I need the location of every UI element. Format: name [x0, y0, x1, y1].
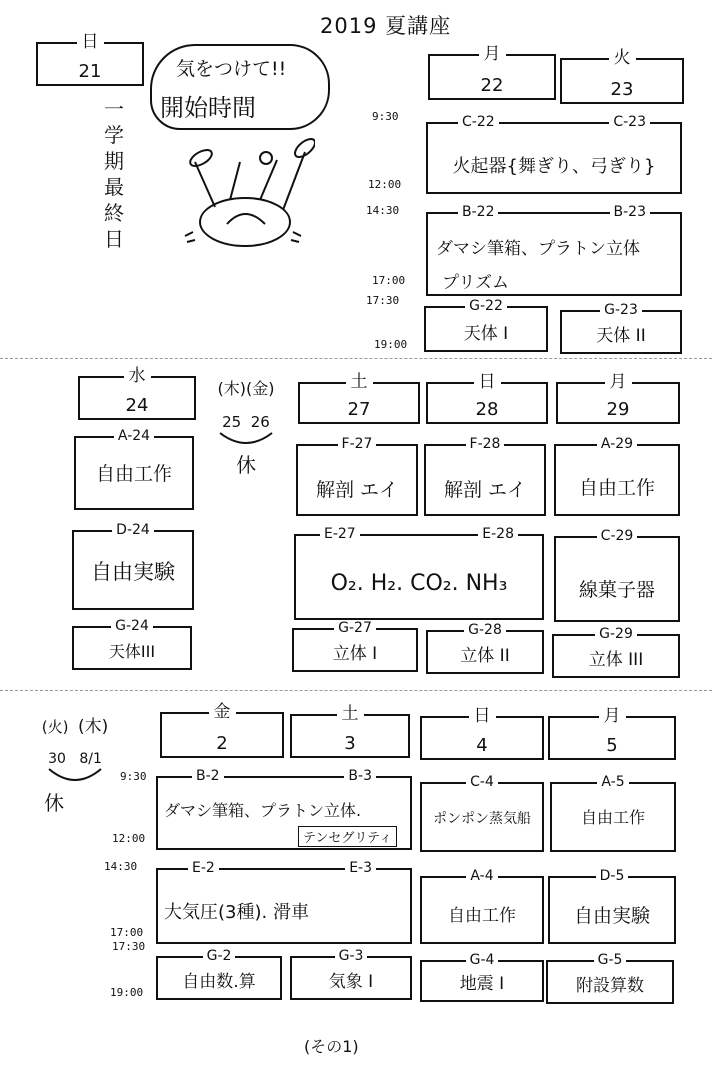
time-label: 19:00 [374, 338, 408, 351]
day-sat-27: 土 27 [298, 382, 420, 424]
course-g-5: G-5 附設算数 [546, 960, 674, 1004]
course-g-2: G-2 自由数.算 [156, 956, 282, 1000]
time-label: 12:00 [368, 178, 402, 191]
caution-text: 気をつけて!! [176, 58, 287, 80]
vertical-note: 一 学 期 最 終 日 [104, 97, 124, 251]
course-a-24: A-24 自由工作 [74, 436, 194, 510]
page-title: 2019 夏講座 [320, 14, 452, 38]
day-mon-29: 月 29 [556, 382, 680, 424]
course-g-3: G-3 気象 I [290, 956, 412, 1000]
course-a-4: A-4 自由工作 [420, 876, 544, 944]
course-g-23: G-23 天体 II [560, 310, 682, 354]
course-g-22: G-22 天体 I [424, 306, 548, 352]
course-f-28: F-28 解剖 エイ [424, 444, 546, 516]
day-sun-4: 日 4 [420, 716, 544, 760]
day-tue-23: 火 23 [560, 58, 684, 104]
caution-bubble [150, 44, 330, 130]
time-label: 17:30 [112, 940, 146, 953]
time-label: 17:00 [372, 274, 406, 287]
course-e-27-28: E-27 E-28 O₂. H₂. CO₂. NH₃ [294, 534, 544, 620]
character-doodle-icon [165, 132, 315, 252]
holiday-note-tue-thu: (火) (木) 30 8/1 休 [41, 717, 109, 815]
course-d-24: D-24 自由実験 [72, 530, 194, 610]
course-c-4: C-4 ポンポン蒸気船 [420, 782, 544, 852]
day-sat-3: 土 3 [290, 714, 410, 758]
section-divider [0, 358, 712, 359]
course-b-22-23: B-22 B-23 ダマシ筆箱、プラトン立体 プリズム [426, 212, 682, 296]
course-g-27: G-27 立体 I [292, 628, 418, 672]
course-g-29: G-29 立体 III [552, 634, 680, 678]
course-c-22-23: C-22 C-23 火起器{舞ぎり、弓ぎり} [426, 122, 682, 194]
time-label: 14:30 [366, 204, 400, 217]
start-time-text: 開始時間 [160, 94, 256, 122]
course-g-28: G-28 立体 II [426, 630, 544, 674]
course-d-5: D-5 自由実験 [548, 876, 676, 944]
time-label: 19:00 [110, 986, 144, 999]
time-label: 14:30 [104, 860, 138, 873]
section-divider [0, 690, 712, 691]
time-label: 12:00 [112, 832, 146, 845]
time-label: 9:30 [120, 770, 147, 783]
time-label: 9:30 [372, 110, 399, 123]
day-wed-24: 水 24 [78, 376, 196, 420]
day-mon-22: 月 22 [428, 54, 556, 100]
day-mon-5: 月 5 [548, 716, 676, 760]
day-sun-21: 日 21 [36, 42, 144, 86]
day-sun-28: 日 28 [426, 382, 548, 424]
page-footer: (その1) [304, 1037, 359, 1056]
course-f-27: F-27 解剖 エイ [296, 444, 418, 516]
course-e-2-3: E-2 E-3 大気圧(3種). 滑車 [156, 868, 412, 944]
course-c-29: C-29 線菓子器 [554, 536, 680, 622]
course-a-29: A-29 自由工作 [554, 444, 680, 516]
day-fri-2: 金 2 [160, 712, 284, 758]
course-g-4: G-4 地震 I [420, 960, 544, 1002]
time-label: 17:00 [110, 926, 144, 939]
holiday-note-thu-fri: (木)(金) 25 26 休 [217, 379, 275, 477]
course-b-2-3: B-2 B-3 ダマシ筆箱、プラトン立体. テンセグリティ [156, 776, 412, 850]
course-a-5: A-5 自由工作 [550, 782, 676, 852]
time-label: 17:30 [366, 294, 400, 307]
course-g-24: G-24 天体III [72, 626, 192, 670]
